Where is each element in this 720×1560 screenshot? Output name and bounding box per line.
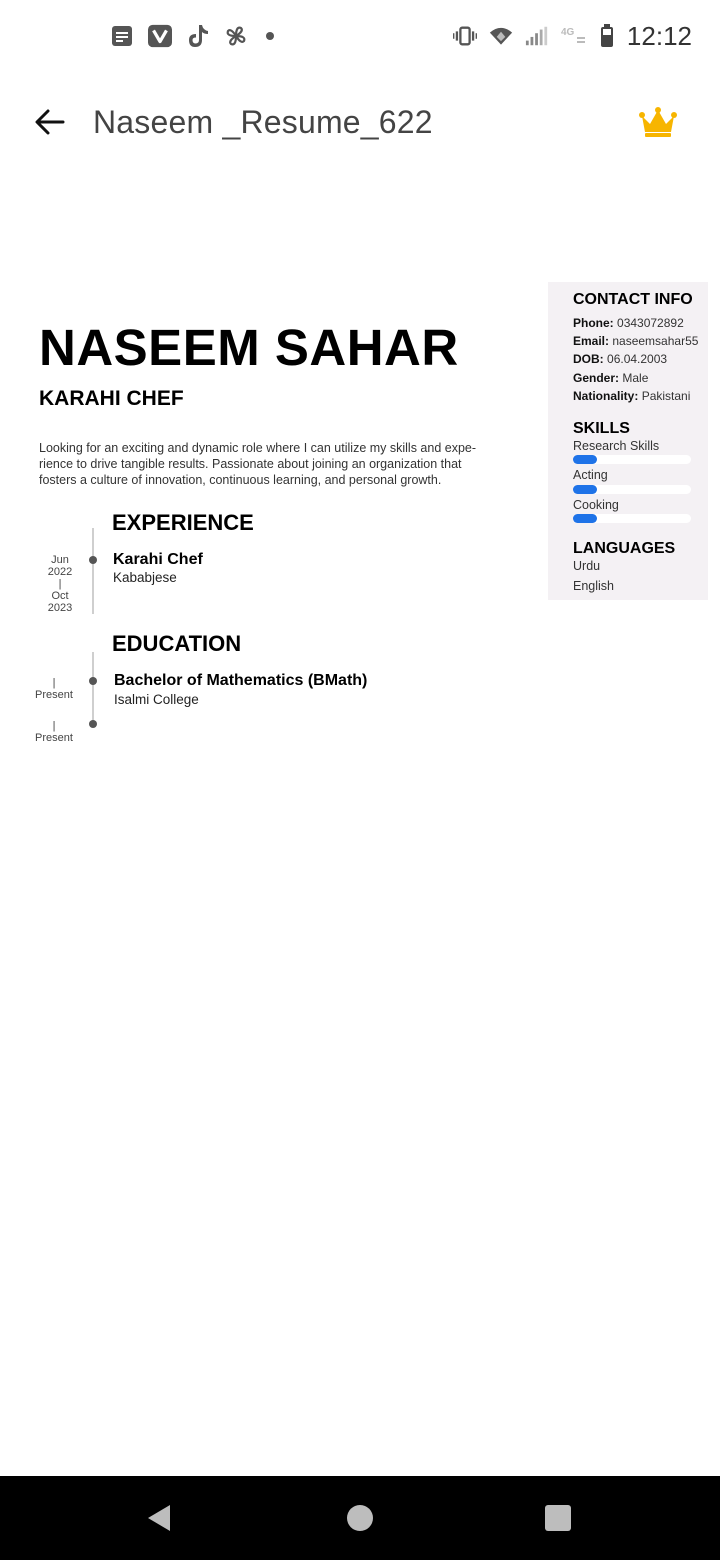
date-separator: | [52,677,56,689]
status-bar [0,0,720,72]
skill-name: Cooking [573,498,619,512]
experience-heading: EXPERIENCE [112,510,254,535]
gender-value: Male [622,371,649,385]
skill-bar [573,514,691,523]
page-title: Naseem _Resume_622 [93,104,433,140]
gender-label: Gender: [573,371,620,385]
education-date: Present [35,689,73,701]
resume-name: NASEEM SAHAR [39,319,459,376]
education-degree: Bachelor of Mathematics (BMath) [114,672,368,689]
start-month: Jun [51,554,69,566]
app-bar [0,82,720,162]
summary-line: fosters a culture of innovation, continuous learning, and personal growth. [39,473,442,487]
square-recents-icon [544,1504,572,1532]
education-dates [24,720,84,744]
pinwheel-icon [224,24,248,48]
nav-recents-button[interactable] [542,1502,574,1534]
navigation-bar [0,1476,720,1560]
date-separator: | [52,720,56,732]
timeline-dot [89,556,97,564]
email-label: Email: [573,334,610,348]
summary-line: rience to drive tangible results. Passionate about joining an organization that [39,457,462,471]
signal-icon [525,24,549,48]
arrow-left-icon [33,107,67,137]
tiktok-icon [186,24,210,48]
nav-home-button[interactable] [344,1502,376,1534]
clock: 12:12 [626,20,692,51]
svg-text:4G: 4G [560,27,575,38]
circle-home-icon [346,1504,374,1532]
education-school: Isalmi College [114,692,199,707]
languages-heading: LANGUAGES [573,540,676,557]
notes-icon [110,24,134,48]
contact-dob [573,351,667,367]
contact-email [573,333,698,349]
timeline-dot [89,677,97,685]
email-value: naseemsahar55 [612,334,699,348]
vibrate-icon [453,24,477,48]
nationality-label: Nationality: [573,389,639,403]
date-separator: | [58,578,62,590]
dot-icon [266,32,274,40]
skill-name: Acting [573,468,608,482]
battery-icon [599,24,615,48]
skill-bar-fill [573,485,597,494]
experience-company: Kababjese [113,570,177,585]
experience-title: Karahi Chef [113,551,203,568]
contact-heading: CONTACT INFO [573,291,693,308]
triangle-back-icon [145,1503,173,1533]
contact-nationality [573,388,690,404]
end-month: Oct [51,590,69,602]
phone-value: 0343072892 [617,316,684,330]
dob-label: DOB: [573,352,604,366]
experience-dates [30,554,90,614]
summary-line: Looking for an exciting and dynamic role where I can utilize my skills and expe- [39,441,477,455]
start-year: 2022 [47,566,73,578]
resume-preview[interactable] [0,282,720,762]
language-item: Urdu [573,559,601,573]
end-year: 2023 [47,602,73,614]
dob-value: 06.04.2003 [607,352,668,366]
skill-bar-fill [573,455,597,464]
skill-name: Research Skills [573,439,660,453]
back-button[interactable] [28,100,72,144]
premium-button[interactable] [634,102,682,142]
contact-gender [573,370,648,386]
crown-icon [638,106,678,138]
timeline-dot [89,720,97,728]
notification-icons [110,22,274,50]
experience-timeline [92,528,94,614]
education-timeline [92,652,94,724]
system-icons [453,20,692,52]
skill-bar [573,485,691,494]
education-date: Present [35,732,73,744]
wifi-icon [489,24,513,48]
v-app-icon [148,24,172,48]
education-dates [24,677,84,701]
language-item: English [573,579,614,593]
nav-back-button[interactable] [143,1502,175,1534]
skill-bar [573,455,691,464]
resume-side-panel [548,282,708,600]
nationality-value: Pakistani [641,389,691,403]
phone-label: Phone: [573,316,614,330]
skill-bar-fill [573,514,597,523]
resume-job-title: KARAHI CHEF [39,387,184,410]
education-heading: EDUCATION [112,631,242,656]
4g-icon [561,24,587,48]
contact-phone [573,315,684,331]
resume-summary [39,440,519,488]
skills-heading: SKILLS [573,420,630,437]
